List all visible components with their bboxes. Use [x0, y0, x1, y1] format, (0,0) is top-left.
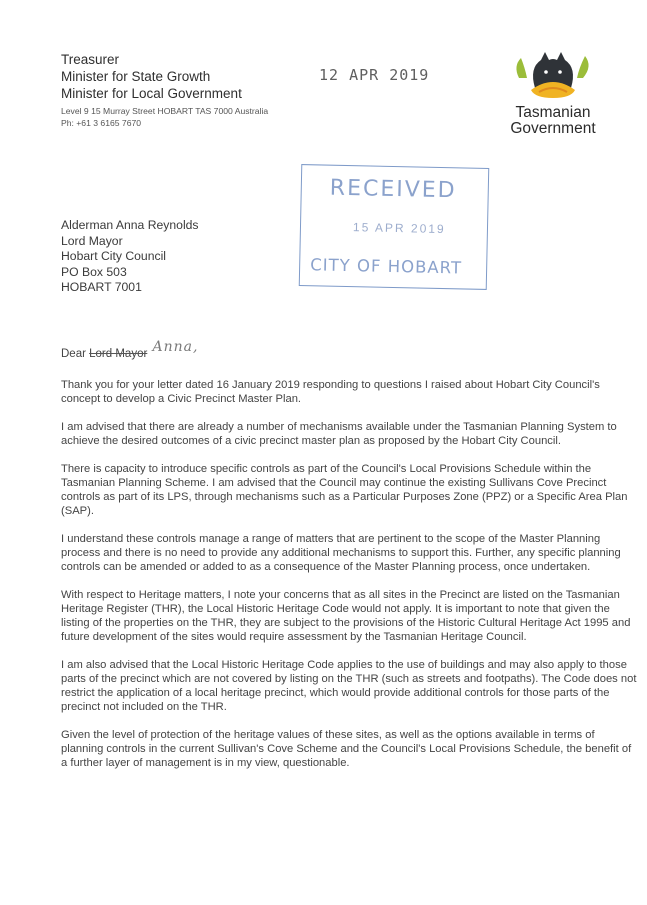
received-stamp-org: CITY OF HOBART	[309, 255, 463, 278]
paragraph-6: I am also advised that the Local Historic Heritage Code applies to the use of buildings and may also apply to those parts of the precinct which are not covered by listing on the THR (such as streets and footpaths). The Code does not restrict the application of a local heritage precinct, which would provide additional controls for those parts of the precinct not included on the THR.	[61, 659, 637, 713]
paragraph-3: There is capacity to introduce specific controls as part of the Council's Local Provisions Schedule within the Tasmanian Planning Scheme. I am advised that the Council may continue the existing Sullivans Cove Precinct controls as part of its LPS, through mechanisms such as a Particular Purposes Zone (PPZ) or a Specific Area Plan (SAP).	[61, 463, 628, 517]
paragraph-5: With respect to Heritage matters, I note your concerns that as all sites in the Precinct are listed on the Tasmanian Heritage Register (THR), the Local Historic Heritage Code would not apply. It is important to note that given the listing of the properties on the THR, they are subject to the provisions of the Historic Cultural Heritage Act 1995 and future development of the sites would require assessment by the Tasmanian Heritage Council.	[61, 589, 631, 643]
paragraph-2: I am advised that there are already a number of mechanisms available under the Tasmanian Planning System to achieve the desired outcomes of a civic precinct master plan as proposed by the Hobart City Council.	[61, 421, 617, 447]
tasmanian-devil-emblem-icon	[505, 44, 601, 100]
paragraph-7: Given the level of protection of the heritage values of these sites, as well as the options available in terms of planning controls in the current Sullivan's Cove Scheme and the Council's Local Provisions Schedule, the benefit of a further layer of management is in my view, questionable.	[61, 729, 632, 769]
salutation-dear: Dear	[61, 348, 86, 360]
recipient-organisation: Hobart City Council	[61, 249, 166, 263]
paragraph-1: Thank you for your letter dated 16 January 2019 responding to questions I raised about Hobart City Council's concept to develop a Civic Precinct Master Plan.	[61, 379, 600, 405]
logo-text-government: Government	[510, 120, 596, 137]
logo-text-tasmanian: Tasmanian	[515, 104, 591, 121]
recipient-title: Lord Mayor	[61, 233, 123, 248]
tasmanian-government-logo	[505, 44, 601, 137]
sender-title-treasurer: Treasurer	[61, 52, 120, 67]
recipient-name: Alderman Anna Reynolds	[61, 218, 199, 232]
recipient-block	[61, 218, 199, 296]
salutation-handwritten-name: Anna,	[152, 339, 199, 355]
sender-title-local-government: Minister for Local Government	[61, 86, 242, 101]
sender-title-state-growth: Minister for State Growth	[61, 69, 211, 84]
recipient-city: HOBART 7001	[61, 280, 142, 294]
sender-address: Level 9 15 Murray Street HOBART TAS 7000 Australia	[61, 106, 269, 116]
date-stamp: 12 APR 2019	[319, 66, 430, 84]
paragraph-4: I understand these controls manage a range of matters that are pertinent to the scope of the Master Planning process and there is no need to provide any additional mechanisms to support this. Further, any specific planning controls can be amended or added to as a consequence of the Master Planning process, once undertaken.	[61, 533, 621, 573]
received-stamp-title: RECEIVED	[329, 175, 457, 204]
salutation	[61, 339, 199, 361]
received-stamp-date: 15 APR 2019	[352, 220, 446, 237]
letter-body	[61, 378, 637, 770]
sender-phone: Ph: +61 3 6165 7670	[61, 118, 142, 128]
recipient-po-box: PO Box 503	[61, 264, 127, 279]
received-stamp	[299, 164, 490, 290]
salutation-struck-title: Lord Mayor	[89, 348, 148, 360]
sender-block	[61, 51, 268, 129]
